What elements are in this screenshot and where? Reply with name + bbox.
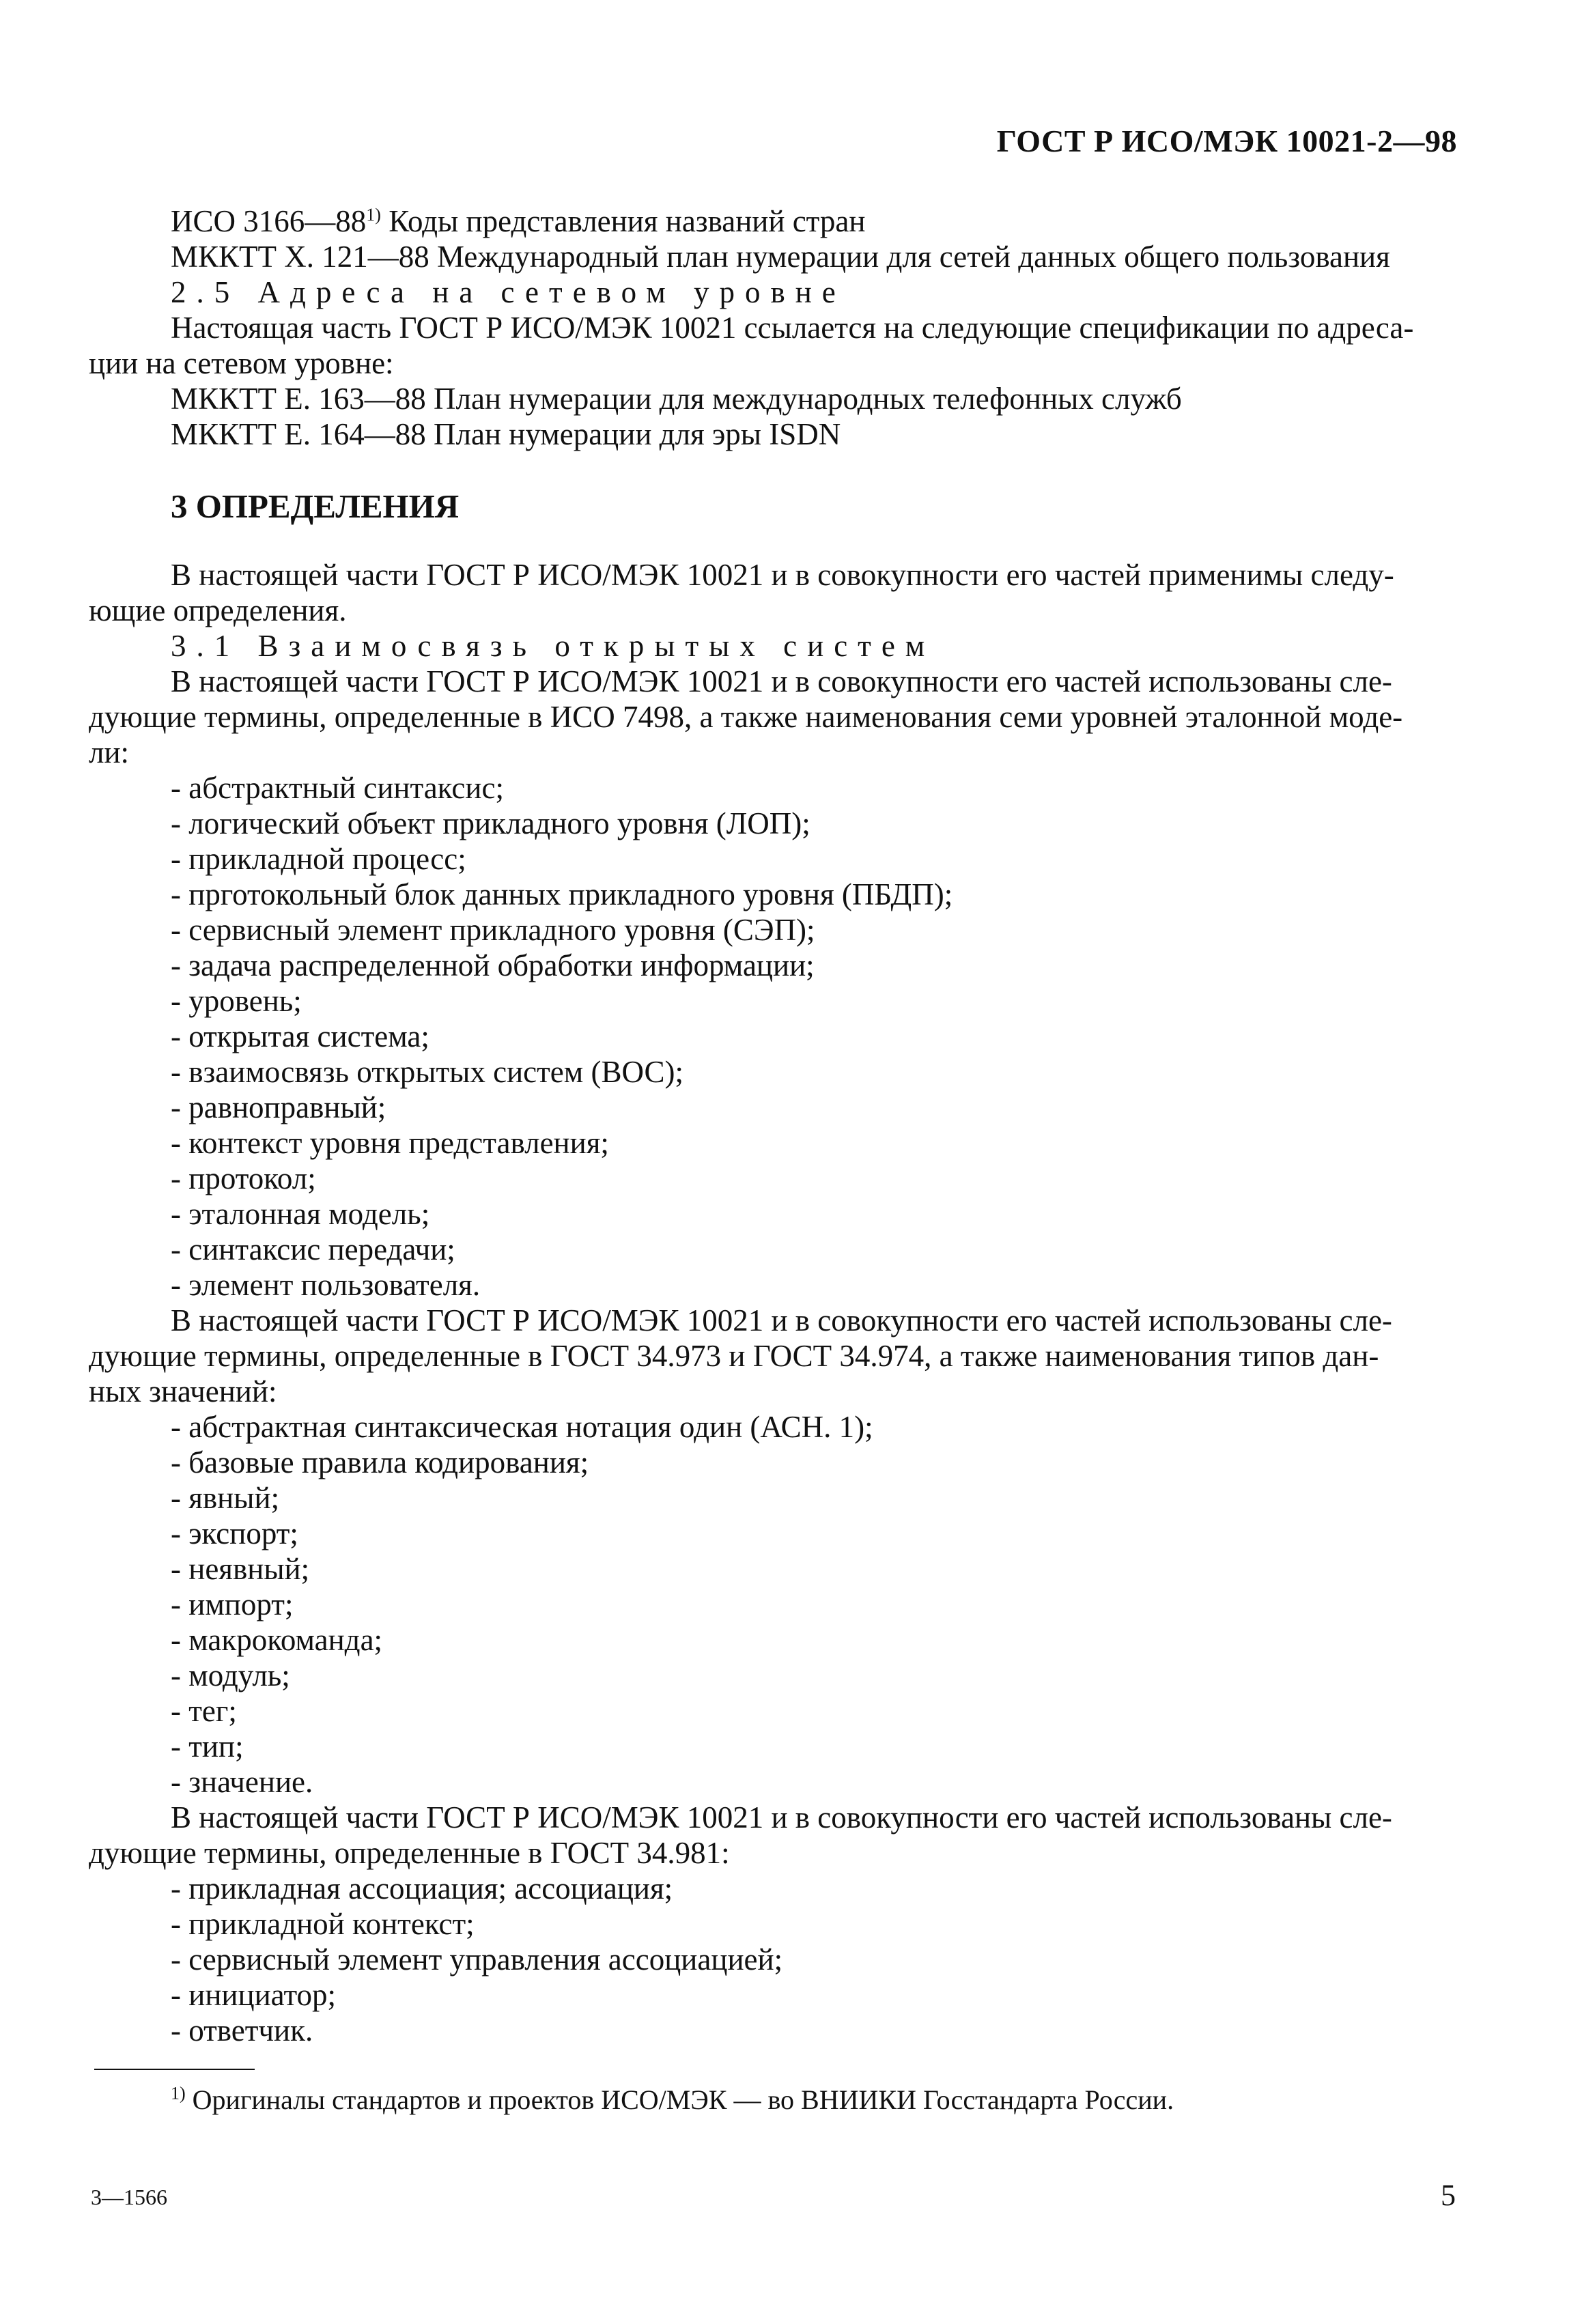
paragraph-line: В настоящей части ГОСТ Р ИСО/МЭК 10021 и в совокупности его частей использованы сле-: [171, 1303, 1392, 1337]
list-item: - импорт;: [171, 1587, 294, 1621]
list-item: - равноправный;: [171, 1090, 386, 1124]
list-item: - тег;: [171, 1694, 237, 1728]
list-item: - сервисный элемент управления ассоциацией;: [171, 1942, 783, 1976]
page-number: 5: [1441, 2179, 1456, 2212]
document-body: [89, 203, 1454, 2048]
reference-e164: МККТТ Е. 164—88 План нумерации для эры ISDN: [171, 417, 841, 451]
document-header: ГОСТ Р ИСО/МЭК 10021-2—98: [996, 124, 1457, 158]
list-item: - явный;: [171, 1481, 280, 1515]
reference-iso-3166: ИСО 3166—88$^{1)}$ Коды представления названий стран: [171, 204, 866, 238]
print-code: 3—1566: [91, 2185, 167, 2209]
list-item: - элемент пользователя.: [171, 1268, 481, 1302]
list-item: - синтаксис передачи;: [171, 1232, 455, 1266]
reference-x121: МККТТ Х. 121—88 Международный план нумерации для сетей данных общего пользования: [171, 240, 1390, 274]
paragraph-line: ющие определения.: [89, 593, 347, 627]
list-item: - модуль;: [171, 1658, 290, 1692]
footnote-separator: [94, 2069, 255, 2070]
list-item: - значение.: [171, 1765, 313, 1799]
paragraph-line: Настоящая часть ГОСТ Р ИСО/МЭК 10021 ссылается на следующие спецификации по адреса-: [171, 311, 1414, 345]
list-item: - эталонная модель;: [171, 1197, 430, 1231]
terms-list-gost-34-973: [171, 1409, 1454, 1800]
paragraph-line: ли:: [89, 735, 130, 769]
list-item: - сервисный элемент прикладного уровня (СЭП);: [171, 913, 815, 947]
list-item: - прикладной контекст;: [171, 1907, 475, 1941]
list-item: - абстрактный синтаксис;: [171, 771, 504, 805]
list-item: - прикладной процесс;: [171, 842, 466, 876]
footnote-marker: 1): [366, 205, 381, 225]
section-3-title: 3 ОПРЕДЕЛЕНИЯ: [171, 487, 460, 525]
list-item: - открытая система;: [171, 1019, 429, 1053]
paragraph-line: ции на сетевом уровне:: [89, 346, 394, 380]
list-item: - тип;: [171, 1729, 244, 1763]
list-item: - базовые правила кодирования;: [171, 1445, 589, 1479]
list-item: - взаимосвязь открытых систем (ВОС);: [171, 1055, 684, 1089]
list-item: - абстрактная синтаксическая нотация один (АСН. 1);: [171, 1410, 873, 1444]
list-item: - прикладная ассоциация; ассоциация;: [171, 1871, 673, 1905]
paragraph-line: дующие термины, определенные в ГОСТ 34.973 и ГОСТ 34.974, а также наименования типов дан-: [89, 1339, 1379, 1373]
list-item: - макрокоманда;: [171, 1623, 383, 1657]
paragraph-line: дующие термины, определенные в ГОСТ 34.981:: [89, 1836, 730, 1870]
list-item: - уровень;: [171, 984, 302, 1018]
paragraph-line: В настоящей части ГОСТ Р ИСО/МЭК 10021 и в совокупности его частей использованы сле-: [171, 1800, 1392, 1834]
paragraph-line: В настоящей части ГОСТ Р ИСО/МЭК 10021 и в совокупности его частей использованы сле-: [171, 664, 1392, 698]
terms-list-iso-7498: [171, 770, 1454, 1303]
terms-list-gost-34-981: [171, 1871, 1454, 2048]
subsection-3-1-heading: 3.1 Взаимосвязь открытых систем: [171, 629, 935, 663]
list-item: - протокол;: [171, 1161, 316, 1195]
paragraph-line: В настоящей части ГОСТ Р ИСО/МЭК 10021 и в совокупности его частей применимы следу-: [171, 558, 1394, 592]
subsection-2-5-heading: 2.5 Адреса на сетевом уровне: [171, 275, 846, 309]
footnote-marker: 1): [171, 2083, 186, 2103]
footnote: $^{1)}$ Оригиналы стандартов и проектов ИСО/МЭК — во ВНИИКИ Госстандарта России.: [171, 2083, 1174, 2115]
list-item: - прготокольный блок данных прикладного уровня (ПБДП);: [171, 877, 953, 911]
list-item: - экспорт;: [171, 1516, 298, 1550]
list-item: - инициатор;: [171, 1978, 337, 2012]
list-item: - логический объект прикладного уровня (ЛОП);: [171, 806, 810, 840]
paragraph-line: дующие термины, определенные в ИСО 7498, а также наименования семи уровней эталонной моде-: [89, 700, 1403, 734]
list-item: - ответчик.: [171, 2013, 313, 2047]
list-item: - контекст уровня представления;: [171, 1126, 609, 1160]
list-item: - неявный;: [171, 1552, 310, 1586]
paragraph-line: ных значений:: [89, 1374, 277, 1408]
list-item: - задача распределенной обработки информации;: [171, 948, 815, 982]
reference-e163: МККТТ Е. 163—88 План нумерации для международных телефонных служб: [171, 382, 1182, 416]
